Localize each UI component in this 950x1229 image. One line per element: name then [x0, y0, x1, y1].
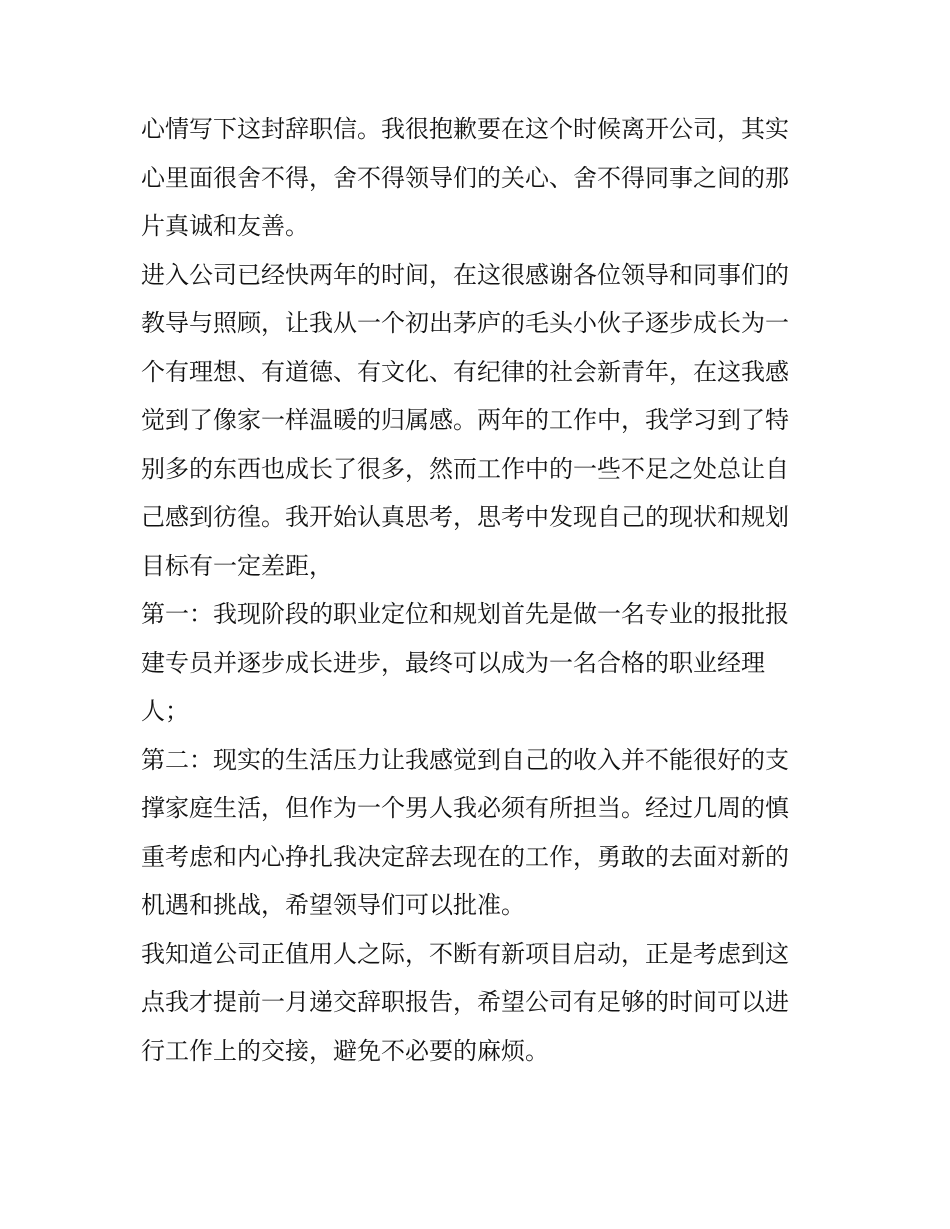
text-line: 目标有一定差距， — [141, 551, 333, 580]
resignation-letter-body — [141, 105, 813, 1075]
text-line: 我知道公司正值用人之际，不断有新项目启动，正是考虑到这 — [141, 939, 789, 968]
text-line: 心里面很舍不得，舍不得领导们的关心、舍不得同事之间的那 — [141, 163, 789, 192]
text-line: 重考虑和内心挣扎我决定辞去现在的工作，勇敢的去面对新的 — [141, 842, 789, 871]
text-line: 片真诚和友善。 — [141, 212, 309, 240]
text-line: 机遇和挑战，希望领导们可以批准。 — [141, 891, 525, 919]
text-line: 人； — [141, 697, 189, 725]
text-line: 教导与照顾，让我从一个初出茅庐的毛头小伙子逐步成长为一 — [141, 309, 789, 337]
text-line: 建专员并逐步成长进步，最终可以成为一名合格的职业经理 — [141, 648, 765, 677]
text-line: 觉到了像家一样温暖的归属感。两年的工作中，我学习到了特 — [141, 406, 789, 434]
text-line: 个有理想、有道德、有文化、有纪律的社会新青年，在这我感 — [141, 357, 789, 386]
text-line: 心情写下这封辞职信。我很抱歉要在这个时候离开公司，其实 — [141, 115, 789, 143]
text-line: 第二：现实的生活压力让我感觉到自己的收入并不能很好的支 — [141, 745, 789, 774]
text-line: 进入公司已经快两年的时间，在这很感谢各位领导和同事们的 — [141, 260, 789, 289]
text-line: 别多的东西也成长了很多，然而工作中的一些不足之处总让自 — [141, 454, 789, 483]
text-line: 第一：我现阶段的职业定位和规划首先是做一名专业的报批报 — [141, 600, 789, 628]
text-line: 点我才提前一月递交辞职报告，希望公司有足够的时间可以进 — [141, 988, 789, 1016]
text-line: 撑家庭生活，但作为一个男人我必须有所担当。经过几周的慎 — [141, 794, 789, 822]
text-line: 己感到彷徨。我开始认真思考，思考中发现自己的现状和规划 — [141, 503, 789, 531]
text-line: 行工作上的交接，避免不必要的麻烦。 — [141, 1036, 549, 1065]
